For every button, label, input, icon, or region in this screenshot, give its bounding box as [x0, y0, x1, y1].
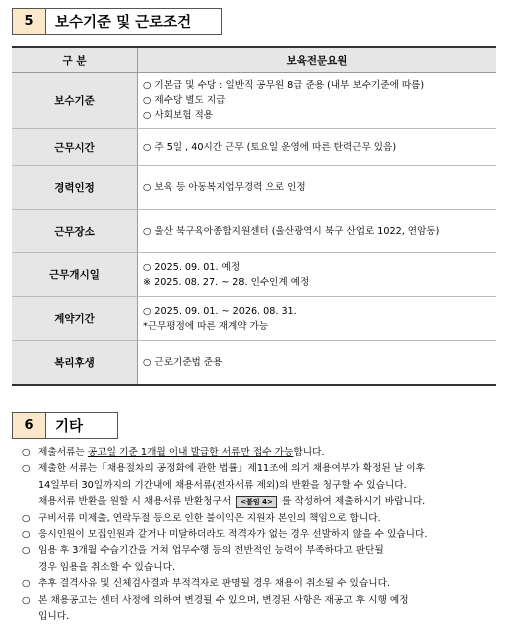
header-category: 구 분	[12, 47, 138, 73]
note-text: 본 채용공고는 센터 사정에 의하여 변경될 수 있으며, 변경된 사항은 재공고 후 시행 예정	[38, 594, 409, 606]
header-position: 보육전문요원	[138, 47, 497, 73]
table-row	[12, 210, 496, 253]
list-item	[22, 461, 500, 510]
row-line: ○ 근로기준법 준용	[143, 357, 223, 368]
list-item	[22, 593, 500, 626]
row-label-pay: 보수기준	[12, 73, 138, 129]
section-5-title: 보수기준 및 근로조건	[46, 8, 222, 35]
table-row	[12, 73, 496, 129]
list-item	[22, 543, 500, 576]
conditions-table	[12, 46, 496, 386]
list-item	[22, 511, 500, 527]
note-text: 응시인원이 모집인원과 같거나 미달하더라도 적격자가 없는 경우 선발하지 않을 수 있습니다.	[38, 529, 428, 541]
note-text: 14일부터 30일까지의 기간내에 채용서류(전자서류 제외)의 반환을 청구할 수 있습니다.	[38, 479, 407, 491]
bullet-circle: ○	[22, 545, 31, 557]
table-row	[12, 253, 496, 297]
section-6-number: 6	[12, 412, 46, 439]
row-line: *근무평정에 따른 재계약 가능	[143, 320, 269, 332]
row-label-hours: 근무시간	[12, 129, 138, 166]
bullet-circle: ○	[22, 463, 31, 475]
bullet-circle: ○	[22, 447, 31, 458]
list-item	[22, 527, 500, 543]
list-item	[22, 576, 500, 592]
notes-list	[22, 445, 500, 625]
row-line: ○ 2025. 09. 01. ~ 2026. 08. 31.	[143, 305, 297, 317]
row-line: ※ 2025. 08. 27. ~ 28. 인수인계 예정	[143, 276, 310, 288]
row-value-contract	[138, 297, 497, 341]
row-line: ○ 사회보험 적용	[143, 110, 214, 121]
note-text: 입니다.	[38, 611, 70, 623]
row-line: ○ 2025. 09. 01. 예정	[143, 261, 241, 273]
row-line: ○ 기본급 및 수당 : 일반직 공무원 8급 준용 (내부 보수기준에 따름)	[143, 80, 425, 91]
row-value-pay	[138, 73, 497, 129]
bullet-circle: ○	[22, 529, 31, 541]
row-line: ○ 주 5일 , 40시간 근무 (토요일 운영에 따른 탄력근무 있음)	[143, 141, 397, 153]
row-label-place: 근무장소	[12, 210, 138, 253]
bullet-circle: ○	[22, 594, 31, 606]
attachment-badge: <붙임 4>	[236, 496, 277, 508]
row-value-hours	[138, 129, 497, 166]
row-label-start-date: 근무개시일	[12, 253, 138, 297]
note-text: 합니다.	[293, 447, 325, 458]
note-text: 추후 결격사유 및 신체검사결과 부적격자로 판명될 경우 채용이 취소될 수 있습니다.	[38, 578, 391, 590]
section-5-header	[12, 8, 222, 35]
note-text: 채용서류 반환을 원할 시 채용서류 반환청구서	[38, 496, 235, 508]
note-text: 제출한 서류는「채용절차의 공정화에 관한 법률」제11조에 의거 채용여부가 확정된 날 이후	[38, 463, 425, 475]
list-item	[22, 445, 500, 461]
row-line: ○ 제수당 별도 지급	[143, 95, 226, 106]
note-text: 임용 후 3개월 수습기간을 거쳐 업무수행 등의 전반적인 능력이 부족하다고 판단될	[38, 545, 384, 557]
row-label-contract: 계약기간	[12, 297, 138, 341]
row-line: ○ 보육 등 아동복지업무경력 으로 인정	[143, 182, 306, 193]
row-label-career: 경력인정	[12, 166, 138, 210]
section-6-title: 기타	[46, 412, 118, 439]
table-row	[12, 166, 496, 210]
note-text: 경우 임용을 취소할 수 있습니다.	[38, 561, 176, 573]
table-row	[12, 297, 496, 341]
note-text: 를 작성하여 제출하시기 바랍니다.	[278, 496, 426, 508]
row-value-place	[138, 210, 497, 253]
row-line: ○ 울산 북구육아종합지원센터 (울산광역시 북구 산업로 1022, 연암동)	[143, 225, 440, 237]
table-row	[12, 129, 496, 166]
bullet-circle: ○	[22, 578, 31, 590]
table-header-row	[12, 47, 496, 73]
row-label-welfare: 복리후생	[12, 341, 138, 386]
row-value-start-date	[138, 253, 497, 297]
note-underlined-text: 공고일 기준 1개월 이내 발급한 서류만 접수 가능	[87, 447, 294, 458]
table-row	[12, 341, 496, 386]
row-value-career	[138, 166, 497, 210]
bullet-circle: ○	[22, 512, 31, 524]
row-value-welfare	[138, 341, 497, 386]
section-5-number: 5	[12, 8, 46, 35]
section-6-header	[12, 412, 118, 439]
note-text: 제출서류는	[38, 447, 88, 458]
note-text: 구비서류 미제출, 연락두절 등으로 인한 불이익은 지원자 본인의 책임으로 합니다.	[38, 512, 381, 524]
